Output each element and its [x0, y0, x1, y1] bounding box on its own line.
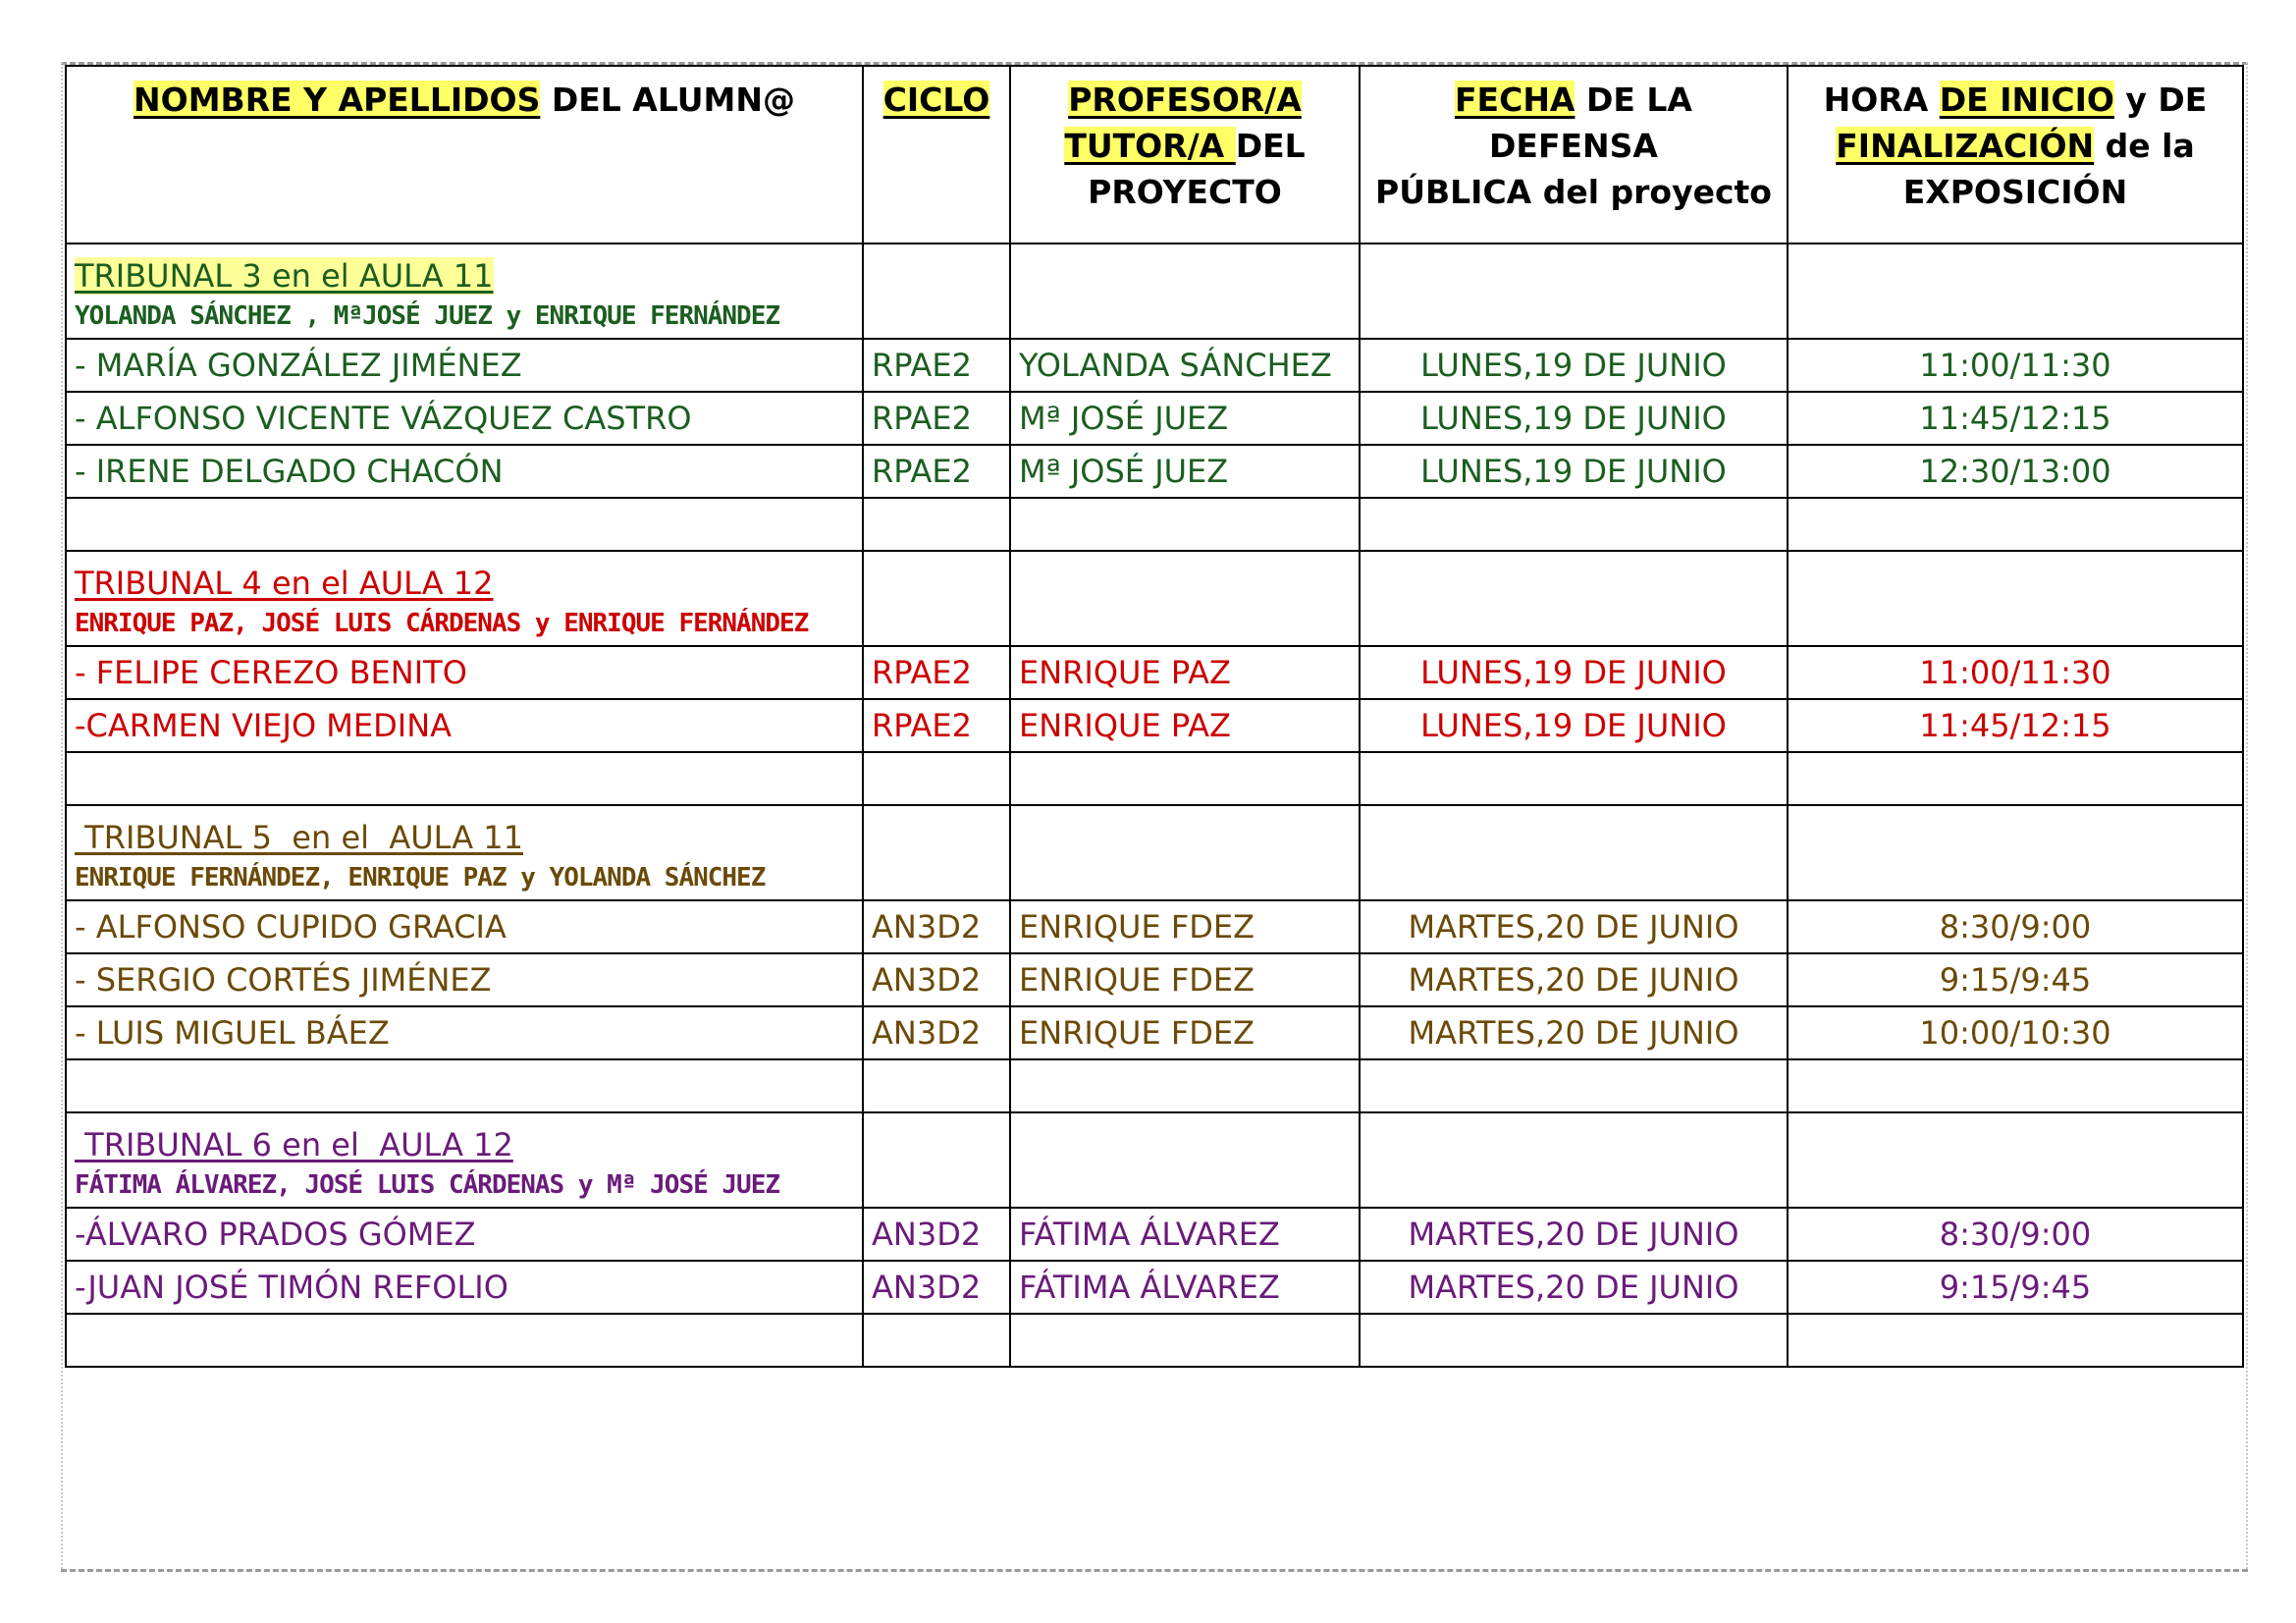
- student-date: MARTES,20 DE JUNIO: [1360, 1006, 1788, 1059]
- blank-row: [66, 752, 2243, 805]
- table-row: [66, 646, 2243, 699]
- student-name: - SERGIO CORTÉS JIMÉNEZ: [66, 953, 863, 1006]
- tribunal-cell: [66, 243, 863, 339]
- student-time: 10:00/10:30: [1788, 1006, 2243, 1059]
- tribunal-members: FÁTIMA ÁLVAREZ, JOSÉ LUIS CÁRDENAS y Mª JOSÉ JUEZ: [75, 1169, 780, 1200]
- student-date: MARTES,20 DE JUNIO: [1360, 900, 1788, 953]
- student-name: - MARÍA GONZÁLEZ JIMÉNEZ: [66, 339, 863, 392]
- student-name: - LUIS MIGUEL BÁEZ: [66, 1006, 863, 1059]
- tribunal-title: TRIBUNAL 4 en el AULA 12: [75, 564, 494, 602]
- tribunal-title: TRIBUNAL 3 en el AULA 11: [75, 256, 494, 295]
- student-name: - IRENE DELGADO CHACÓN: [66, 445, 863, 498]
- student-time: 11:00/11:30: [1788, 646, 2243, 699]
- student-ciclo: AN3D2: [863, 1006, 1010, 1059]
- tribunal-row: [66, 805, 2243, 900]
- table-row: [66, 392, 2243, 445]
- student-name: - ALFONSO CUPIDO GRACIA: [66, 900, 863, 953]
- page-border-bottom: [61, 1569, 2248, 1572]
- tribunal-members: YOLANDA SÁNCHEZ , MªJOSÉ JUEZ y ENRIQUE FERNÁNDEZ: [75, 300, 780, 331]
- page-border-right: [2246, 62, 2248, 1569]
- student-tutor: YOLANDA SÁNCHEZ: [1010, 339, 1360, 392]
- header-time: HORA DE INICIO y DE FINALIZACIÓN de la EXPOSICIÓN: [1788, 66, 2243, 243]
- page-border-left: [61, 62, 63, 1569]
- student-tutor: ENRIQUE PAZ: [1010, 646, 1360, 699]
- student-ciclo: AN3D2: [863, 1261, 1010, 1314]
- student-ciclo: RPAE2: [863, 646, 1010, 699]
- student-time: 9:15/9:45: [1788, 953, 2243, 1006]
- student-tutor: FÁTIMA ÁLVAREZ: [1010, 1261, 1360, 1314]
- header-row: [66, 66, 2243, 243]
- student-time: 8:30/9:00: [1788, 1208, 2243, 1261]
- tribunal-title: TRIBUNAL 5 en el AULA 11: [75, 818, 524, 856]
- table-row: [66, 1208, 2243, 1261]
- student-tutor: ENRIQUE FDEZ: [1010, 953, 1360, 1006]
- student-time: 8:30/9:00: [1788, 900, 2243, 953]
- student-date: MARTES,20 DE JUNIO: [1360, 953, 1788, 1006]
- table-row: [66, 1006, 2243, 1059]
- tribunal-members: ENRIQUE PAZ, JOSÉ LUIS CÁRDENAS y ENRIQUE FERNÁNDEZ: [75, 608, 809, 638]
- student-date: LUNES,19 DE JUNIO: [1360, 445, 1788, 498]
- defense-schedule-table: [65, 65, 2244, 1368]
- table-row: [66, 339, 2243, 392]
- tribunal-title: TRIBUNAL 6 en el AULA 12: [75, 1125, 513, 1163]
- student-date: LUNES,19 DE JUNIO: [1360, 392, 1788, 445]
- student-date: MARTES,20 DE JUNIO: [1360, 1261, 1788, 1314]
- student-tutor: Mª JOSÉ JUEZ: [1010, 392, 1360, 445]
- tribunal-cell: [66, 551, 863, 646]
- tribunal-row: [66, 1112, 2243, 1208]
- header-tutor: PROFESOR/A TUTOR/A DEL PROYECTO: [1010, 66, 1360, 243]
- header-ciclo: CICLO: [863, 66, 1010, 243]
- table-row: [66, 445, 2243, 498]
- student-time: 11:00/11:30: [1788, 339, 2243, 392]
- student-time: 11:45/12:15: [1788, 699, 2243, 752]
- tribunal-row: [66, 551, 2243, 646]
- student-name: - ALFONSO VICENTE VÁZQUEZ CASTRO: [66, 392, 863, 445]
- table-row: [66, 900, 2243, 953]
- header-student-name: NOMBRE Y APELLIDOS DEL ALUMN@: [66, 66, 863, 243]
- student-time: 9:15/9:45: [1788, 1261, 2243, 1314]
- student-ciclo: RPAE2: [863, 699, 1010, 752]
- student-time: 11:45/12:15: [1788, 392, 2243, 445]
- tribunal-cell: [66, 1112, 863, 1208]
- student-tutor: FÁTIMA ÁLVAREZ: [1010, 1208, 1360, 1261]
- table-row: [66, 953, 2243, 1006]
- table-row: [66, 699, 2243, 752]
- student-ciclo: RPAE2: [863, 339, 1010, 392]
- student-name: -CARMEN VIEJO MEDINA: [66, 699, 863, 752]
- tribunal-cell: [66, 805, 863, 900]
- student-tutor: ENRIQUE FDEZ: [1010, 900, 1360, 953]
- student-tutor: ENRIQUE PAZ: [1010, 699, 1360, 752]
- tribunal-members: ENRIQUE FERNÁNDEZ, ENRIQUE PAZ y YOLANDA SÁNCHEZ: [75, 862, 766, 893]
- student-date: LUNES,19 DE JUNIO: [1360, 646, 1788, 699]
- student-ciclo: RPAE2: [863, 445, 1010, 498]
- student-date: LUNES,19 DE JUNIO: [1360, 339, 1788, 392]
- student-ciclo: AN3D2: [863, 953, 1010, 1006]
- student-tutor: Mª JOSÉ JUEZ: [1010, 445, 1360, 498]
- student-date: MARTES,20 DE JUNIO: [1360, 1208, 1788, 1261]
- tribunal-row: [66, 243, 2243, 339]
- student-ciclo: RPAE2: [863, 392, 1010, 445]
- student-name: -JUAN JOSÉ TIMÓN REFOLIO: [66, 1261, 863, 1314]
- blank-row: [66, 1059, 2243, 1112]
- blank-row: [66, 498, 2243, 551]
- table-row: [66, 1261, 2243, 1314]
- student-ciclo: AN3D2: [863, 900, 1010, 953]
- student-ciclo: AN3D2: [863, 1208, 1010, 1261]
- student-name: -ÁLVARO PRADOS GÓMEZ: [66, 1208, 863, 1261]
- student-time: 12:30/13:00: [1788, 445, 2243, 498]
- blank-row: [66, 1314, 2243, 1367]
- header-date: FECHA DE LA DEFENSA PÚBLICA del proyecto: [1360, 66, 1788, 243]
- student-tutor: ENRIQUE FDEZ: [1010, 1006, 1360, 1059]
- student-date: LUNES,19 DE JUNIO: [1360, 699, 1788, 752]
- student-name: - FELIPE CEREZO BENITO: [66, 646, 863, 699]
